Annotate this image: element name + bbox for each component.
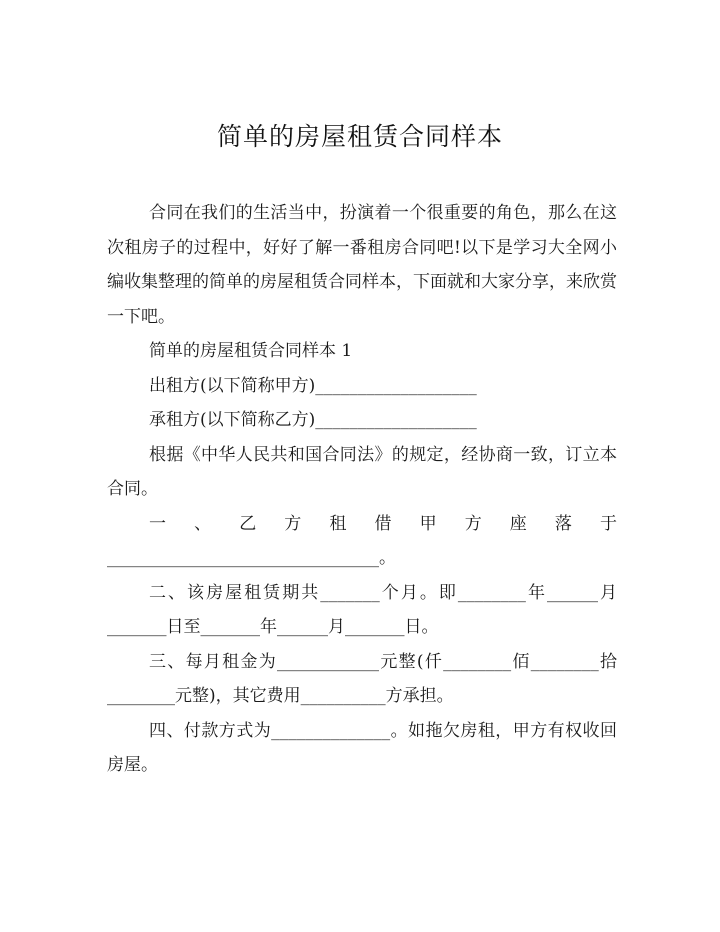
clause-3: 三、每月租金为____________元整(仟________佰________拾________元整)，其它费用__________方承担。	[107, 651, 617, 706]
clause-4: 四、付款方式为______________。如拖欠房租，甲方有权收回房屋。	[107, 720, 617, 775]
intro-paragraph: 合同在我们的生活当中，扮演着一个很重要的角色，那么在这次租房子的过程中，好好了解一番租房合同吧!以下是学习大全网小编收集整理的简单的房屋租赁合同样本，下面就和大家分享，来欣赏一下吧。	[107, 203, 617, 327]
document-title: 简单的房屋租赁合同样本	[216, 122, 503, 151]
lessor-line: 出租方(以下简称甲方)___________________	[149, 375, 477, 396]
sample-heading: 简单的房屋租赁合同样本 1	[149, 341, 353, 361]
document-body	[107, 196, 617, 783]
lessee-line: 承租方(以下简称乙方)___________________	[149, 410, 477, 430]
clause-2: 二、该房屋租赁期共_______个月。即________年______月_______日至_______年______月_______日。	[107, 582, 617, 637]
legal-basis-paragraph: 根据《中华人民共和国合同法》的规定，经协商一致，订立本合同。	[107, 444, 617, 499]
clause-1: 一、乙方租借甲方座落于________________________________。	[107, 513, 617, 568]
